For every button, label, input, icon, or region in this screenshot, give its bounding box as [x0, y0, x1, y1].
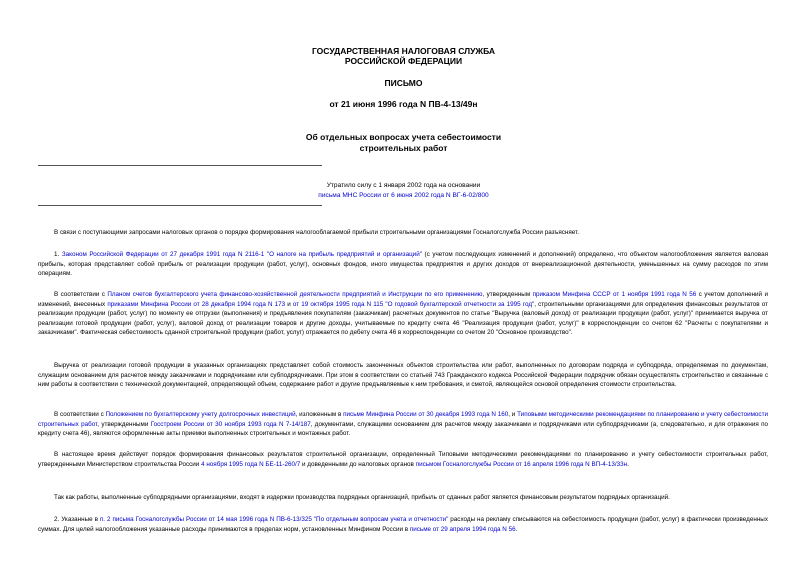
- chart-of-accounts-link[interactable]: Планом счетов бухгалтерского учета финансово-хозяйственной деятельности предприятий и Инструкции по его применению: [107, 291, 483, 298]
- paragraph-3-text: Выручка от реализации готовой продукции в указанных организациях представляет собой стоимость законченных объектов строительства или работ, выполненных по договорам подряда и субподряда, определяемая по документам, служащим основанием для расчетов между заказчиками и подрядчиками или субподрядчиками. При этом в соответствии со статьей 743 Гражданского кодекса Российской Федерации подрядчик обязан осуществлять строительство и связанные с ним работы в соответствии с технической документацией, определяющей объем, содержание работ и другие предъявляемые к ним требования, и сметой, являющейся основой определения стоимости строительства.: [38, 362, 768, 389]
- gosstroy-7-14-187-link[interactable]: Госстроем России от 30 ноября 1993 года N 7-14/187: [150, 420, 311, 428]
- paragraph-7-text-a: 2. Указанные в: [54, 516, 100, 523]
- paragraph-2-text-e: , строительными организациями для определения финансовых результатов от реализации продукции (работ, услуг) по моменту ее отгрузки (выполнения) и предъявления покупателям (заказчикам) расчетных документов по статье "Выручка (валовый доход) от реализации продукции (работ, услуг)" принимается выручка от реализации готовой продукции (работ, услуг), валовой доход от реализации товаров и другие доходы, учитываемые по кредиту счета 46 "Реализация продукции (работ, услуг)" в корреспонденции со счетом 62 "Расчеты с покупателями и заказчиками". Фактическая себестоимость сданной строительной продукции (работ, услуг) отражается по дебету счета 46 в корреспонденции со счетом 20 "Основное производство".: [38, 300, 768, 337]
- letter-56-link[interactable]: письме от 29 апреля 1994 года N 56: [409, 525, 516, 533]
- paragraph-4-text-d: , утвержденными: [97, 420, 151, 428]
- pv-6-13-325-link[interactable]: п. 2 письма Госналогслужбы России от 14 мая 1996 года N ПВ-6-13/325 "По отдельным вопросам учета и отчетности": [99, 516, 449, 523]
- paragraph-intro-text: В связи с поступающими запросами налоговых органов о порядке формирования налогооблагаемой прибыли строительными организациями Госналогслужба России разъясняет.: [54, 229, 579, 236]
- paragraph-1-text-a: 1.: [54, 251, 62, 258]
- divider-top: [38, 165, 322, 166]
- document-type: ПИСЬМО: [384, 78, 423, 88]
- paragraph-2-text-d: и: [285, 300, 293, 308]
- divider-bottom: [38, 205, 322, 206]
- paragraph-4: [38, 410, 768, 439]
- letter-160-link[interactable]: письме Минфина России от 30 декабря 1993 года N 160: [343, 411, 509, 418]
- paragraph-5-text-a: В настоящее время действует порядок формирования финансовых результатов строительной организации, определенный Типовыми методическими рекомендациями по планированию и учету себестоимости строительных работ, утвержденными Министерством строительства России: [38, 451, 768, 468]
- paragraph-7: [38, 515, 768, 534]
- paragraph-3: [38, 361, 768, 390]
- paragraph-1-text-b: (с учетом последующих изменений и дополнений) определено, что объектом налогообложения является валовая прибыль, которая представляет собой прибыль от реализации продукции (работ, услуг), основных фондов, иного имущества предприятия и других доходов от внереализационной деятельности, уменьшенных на сумму расходов по этим операциям.: [38, 251, 768, 278]
- investment-regulation-link[interactable]: Положением по бухгалтерскому учету долгосрочных инвестиций: [105, 411, 296, 418]
- document-title-line-1: Об отдельных вопросах учета себестоимости: [305, 132, 502, 142]
- paragraph-4-text-a: В соответствии с: [54, 411, 106, 418]
- order-115-link[interactable]: от 19 октября 1995 года N 115 "О годовой бухгалтерской отчетности за 1995 год": [292, 300, 535, 308]
- issuer-line-1: ГОСУДАРСТВЕННАЯ НАЛОГОВАЯ СЛУЖБА: [311, 46, 496, 56]
- paragraph-6-text: Так как работы, выполненные субподрядными организациями, входят в издержки производства подрядных организаций, прибыль от сданных работ является финансовым результатом подрядных организаций.: [54, 494, 670, 501]
- paragraph-intro: [38, 228, 768, 238]
- paragraph-2-text-c: с учетом дополнений и изменений, внесенных: [38, 291, 768, 308]
- paragraph-7-text-c: .: [515, 525, 518, 533]
- order-56-link[interactable]: приказом Минфина СССР от 1 ноября 1991 года N 56: [532, 291, 697, 298]
- paragraph-5: [38, 450, 768, 469]
- typical-recommendations-link[interactable]: Типовыми методическими рекомендациями по планированию и учету себестоимости строительных работ: [38, 411, 768, 428]
- paragraph-6: [38, 493, 768, 503]
- document-title-line-2: строительных работ: [359, 143, 448, 153]
- document-date-number: от 21 июня 1996 года N ПВ-4-13/49н: [329, 99, 478, 109]
- paragraph-7-text-b: расходы на рекламу списываются на себестоимость продукции (работ, услуг) в фактически произведенных суммах. Для целей налогообложения указанные расходы принимаются в пределах норм, установленных Минфином России в: [38, 516, 768, 533]
- paragraph-2: [38, 290, 768, 338]
- paragraph-1: [38, 250, 768, 279]
- issuer-line-2: РОССИЙСКОЙ ФЕДЕРАЦИИ: [344, 56, 463, 66]
- paragraph-5-text-c: .: [627, 460, 629, 468]
- repeal-letter-link[interactable]: письма МНС России от 6 июня 2002 года N ВГ-6-02/800: [318, 192, 489, 199]
- be-11-260-7-link[interactable]: 4 ноября 1995 года N БЕ-11-260/7: [201, 460, 301, 468]
- paragraph-2-text-b: , утвержденным: [482, 291, 533, 298]
- paragraph-5-text-b: и доведенными до налоговых органов: [300, 460, 416, 468]
- status-note: Утратило силу с 1 января 2002 года на основании: [326, 182, 481, 189]
- order-173-link[interactable]: приказами Минфина России от 28 декабря 1994 года N 173: [107, 300, 286, 308]
- paragraph-4-text-e: , документами, служащими основанием для расчетов между заказчиками и подрядчиками или субподрядчиками (а, следовательно, и для отражения по кредиту счета 46), являются оформленные акты приемки выполненных строительных и монтажных работ.: [38, 420, 768, 438]
- paragraph-4-text-b: , изложенным в: [295, 411, 344, 418]
- status-note-link-line: [0, 191, 807, 201]
- law-2116-1-link[interactable]: Законом Российской Федерации от 27 декабря 1991 года N 2116-1 "О налоге на прибыль предприятий и организаций": [61, 251, 422, 258]
- paragraph-2-text-a: В соответствии с: [54, 291, 108, 298]
- vp-4-13-33n-link[interactable]: письмом Госналогслужбы России от 16 апреля 1996 года N ВП-4-13/33н: [415, 460, 628, 468]
- paragraph-4-text-c: , и: [508, 411, 518, 418]
